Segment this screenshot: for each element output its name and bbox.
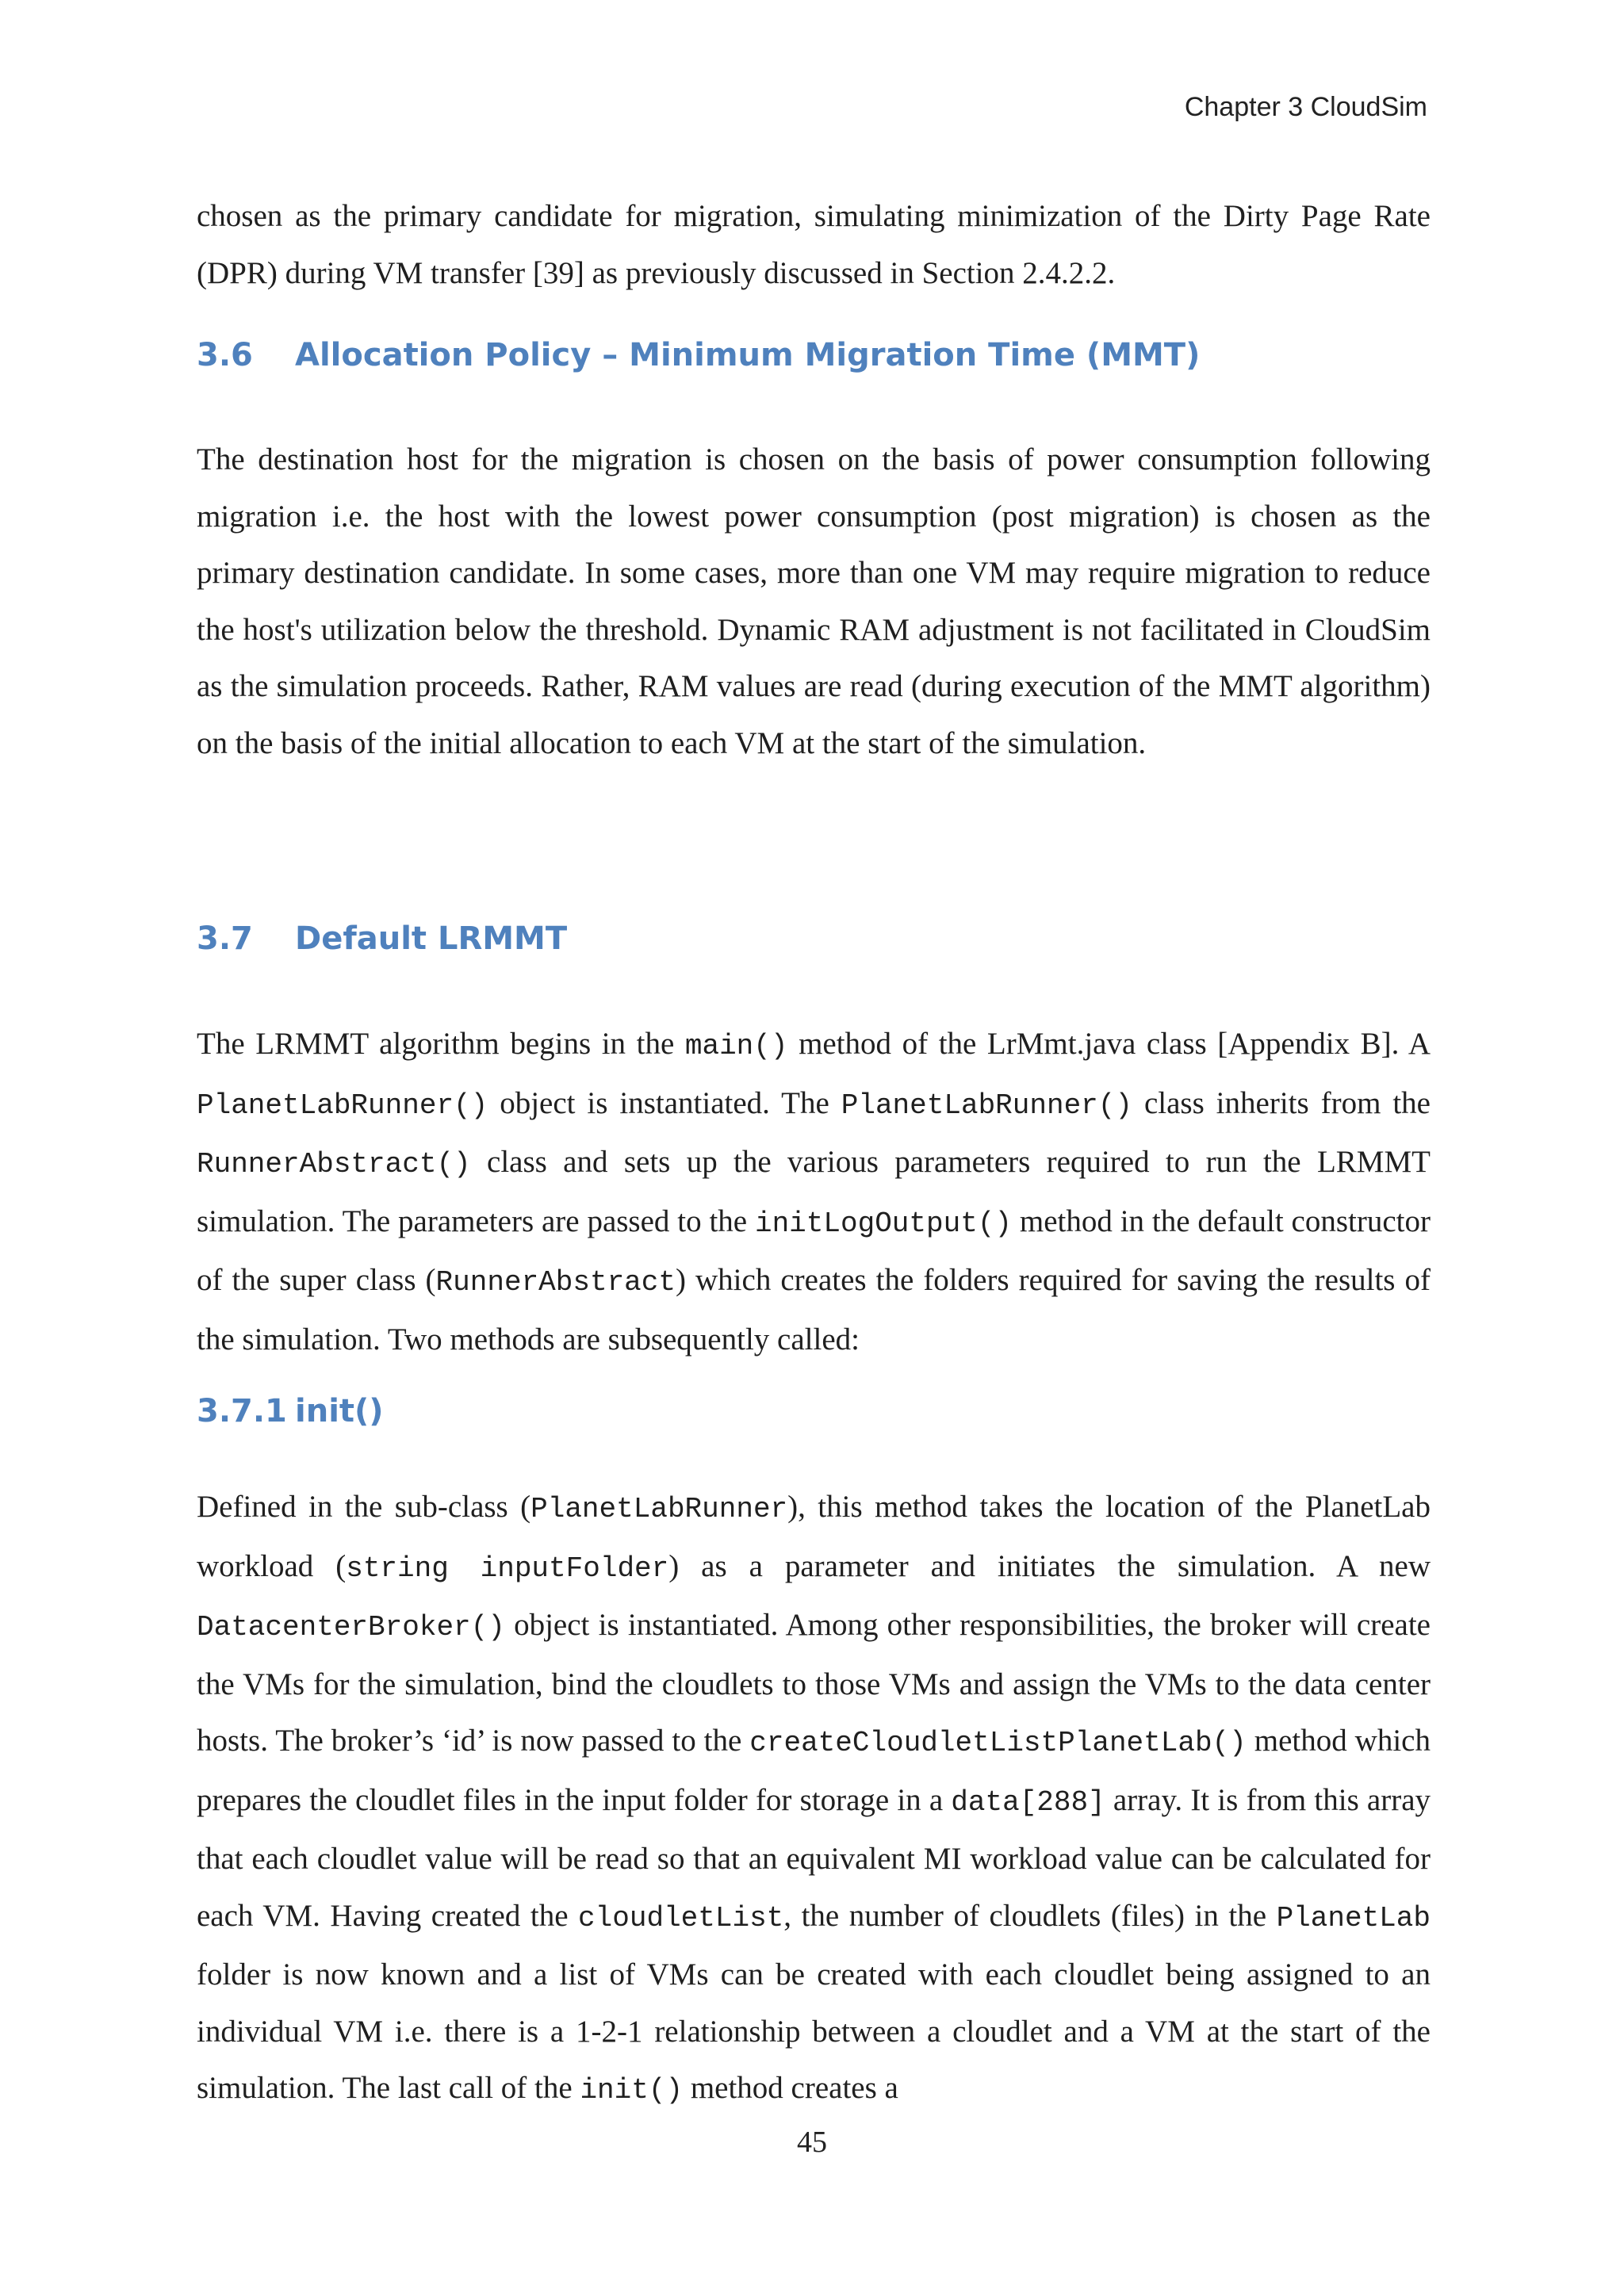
- code-planetlabrunner: PlanetLabRunner(): [197, 1089, 488, 1122]
- section-3-6-body: [197, 431, 1431, 771]
- text-run: ), this method takes the location of the PlanetLab workload (: [197, 1490, 1431, 1583]
- code-initlogoutput: initLogOutput(): [754, 1207, 1013, 1240]
- section-title: Default LRMMT: [295, 920, 568, 957]
- section-3-7-1-heading: [197, 1393, 384, 1429]
- code-data-array: data[288]: [951, 1785, 1105, 1819]
- code-main: main(): [684, 1030, 788, 1062]
- code-init: init(): [580, 2074, 684, 2107]
- text-run: method creates a: [683, 2071, 898, 2105]
- mmt-paragraph: The destination host for the migration is chosen on the basis of power consumption following migration i.e. the host with the lowest power consumption (post migration) is chosen as the primary destination candidate. In some cases, more than one VM may require migration to reduce the host's utilization below the threshold. Dynamic RAM adjustment is not facilitated in CloudSim as the simulation proceeds. Rather, RAM values are read (during execution of the MMT algorithm) on the basis of the initial allocation to each VM at the start of the simulation.: [197, 442, 1431, 760]
- intro-paragraph: chosen as the primary candidate for migration, simulating minimization of the Dirty Page Rate (DPR) during VM transfer [39] as previously discussed in Section 2.4.2.2.: [197, 199, 1431, 290]
- code-runnerabstract: RunnerAbstract(): [197, 1148, 471, 1181]
- code-planetlabrunner: PlanetLabRunner(): [841, 1089, 1132, 1122]
- text-run: method which prepares the cloudlet files in the input folder for storage in a: [197, 1724, 1431, 1817]
- code-inputfolder: string inputFolder: [346, 1552, 669, 1585]
- running-header: Chapter 3 CloudSim: [1184, 92, 1427, 122]
- page-number: 45: [797, 2126, 827, 2159]
- section-title: Allocation Policy – Minimum Migration Time (MMT): [295, 337, 1201, 373]
- text-run: , the number of cloudlets (files) in the: [783, 1898, 1277, 1933]
- text-run: object is instantiated. Among other responsibilities, the broker will create the VMs for the simulation, bind the cloudlets to those VMs and assign the VMs to the data center hosts. The broker’s ‘id’ is now passed to the: [197, 1608, 1431, 1758]
- text-run: object is instantiated. The: [488, 1085, 841, 1120]
- text-run: class inherits from the: [1132, 1085, 1431, 1120]
- text-run: ) which creates the folders required for saving the results of the simulation. Two methods are subsequently called:: [197, 1263, 1431, 1357]
- text-run: method in the default constructor of the super class (: [197, 1203, 1431, 1297]
- section-3-7-heading: [197, 920, 567, 957]
- text-run: array. It is from this array that each cloudlet value will be read so that an equivalent MI workload value can be calculated for each VM. Having created the: [197, 1782, 1431, 1933]
- text-run: ) as a parameter and initiates the simulation. A new: [668, 1548, 1431, 1583]
- section-3-7-1-body: [197, 1479, 1431, 2119]
- code-createcloudletlist: createCloudletListPlanetLab(): [749, 1727, 1247, 1759]
- section-3-6-heading: [197, 337, 1200, 373]
- section-title: init(): [295, 1393, 384, 1429]
- section-3-7-body: [197, 1016, 1431, 1368]
- code-planetlab: PlanetLab: [1276, 1901, 1431, 1934]
- intro-paragraph-block: [197, 188, 1431, 301]
- code-runnerabstract-class: RunnerAbstract: [435, 1266, 676, 1299]
- code-cloudletlist: cloudletList: [578, 1901, 784, 1934]
- code-datacenterbroker: DatacenterBroker(): [197, 1611, 505, 1644]
- lrmmt-paragraph: [197, 1016, 1431, 1368]
- text-run: The LRMMT algorithm begins in the: [197, 1027, 685, 1061]
- section-number: 3.6: [197, 337, 253, 373]
- text-run: class and sets up the various parameters required to run the LRMMT simulation. The parameters are passed to the: [197, 1145, 1431, 1238]
- text-run: method of the LrMmt.java class [Appendix B]. A: [787, 1027, 1431, 1061]
- section-number: 3.7.1: [197, 1393, 287, 1429]
- section-number: 3.7: [197, 920, 253, 957]
- text-run: folder is now known and a list of VMs can be created with each cloudlet being assigned to an individual VM i.e. there is a 1-2-1 relationship between a cloudlet and a VM at the start of the simulation. The last call of the: [197, 1957, 1431, 2105]
- init-paragraph: [197, 1479, 1431, 2119]
- code-planetlabrunner: PlanetLabRunner: [530, 1493, 788, 1525]
- text-run: Defined in the sub-class (: [197, 1490, 531, 1524]
